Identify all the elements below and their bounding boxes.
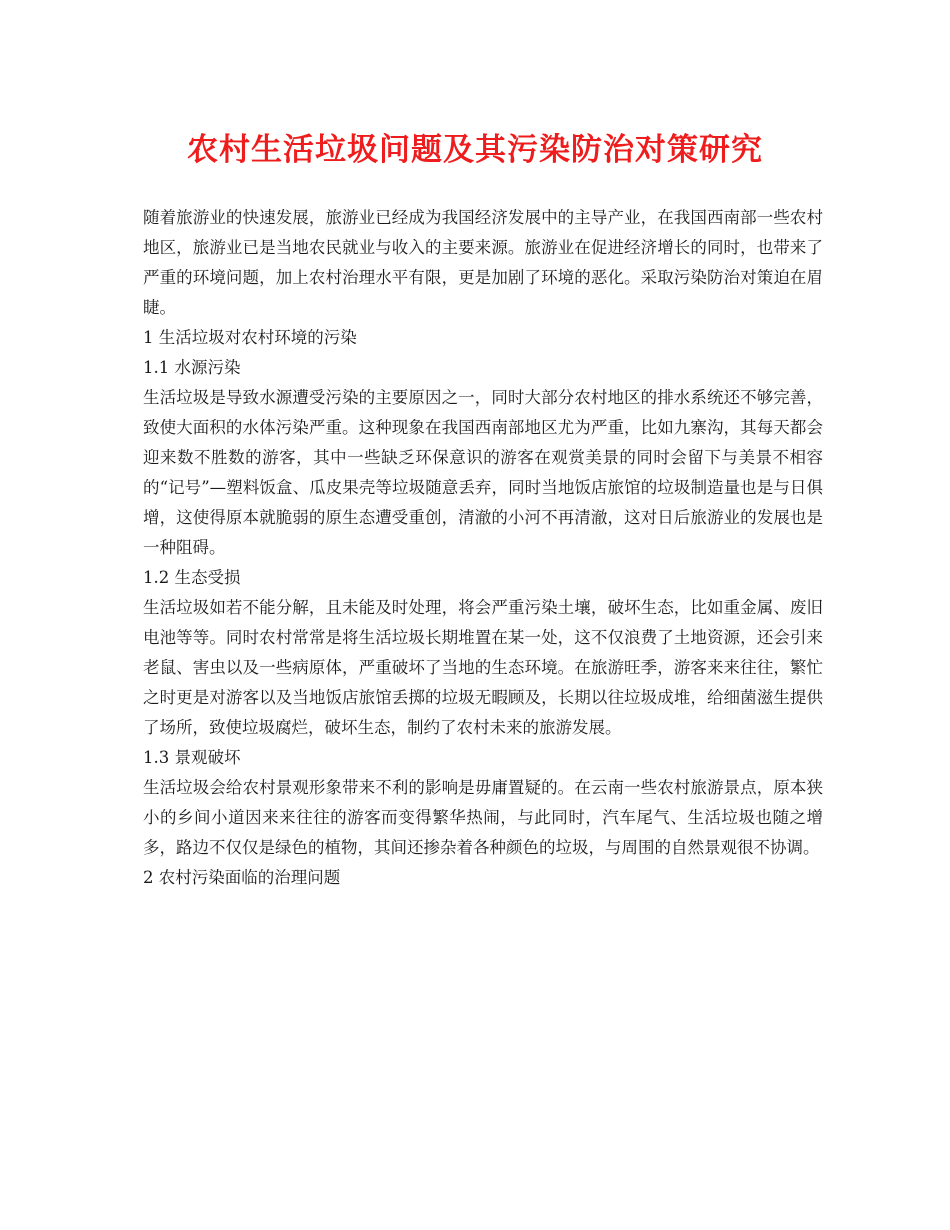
document-title: 农村生活垃圾问题及其污染防治对策研究 [187, 132, 763, 168]
section-heading-1: 1 生活垃圾对农村环境的污染 [143, 328, 357, 347]
paragraph-ecology-damage: 生活垃圾如若不能分解，且未能及时处理，将会严重污染土壤，破坏生态，比如重金属、废旧电池等等。同时农村常常是将生活垃圾长期堆置在某一处，这不仅浪费了土地资源，还会引来老鼠、害虫以及一些病原体，严重破坏了当地的生态环境。在旅游旺季，游客来来往往，繁忙之时更是对游客以及当地饭店旅馆丢掷的垃圾无暇顾及，长期以往垃圾成堆，给细菌滋生提供了场所，致使垃圾腐烂，破坏生态，制约了农村未来的旅游发展。 [143, 598, 823, 737]
section-heading-1-2: 1.2 生态受损 [143, 568, 241, 587]
section-heading-2: 2 农村污染面临的治理问题 [143, 868, 341, 887]
section-heading-1-1: 1.1 水源污染 [143, 358, 241, 377]
paragraph-water-pollution: 生活垃圾是导致水源遭受污染的主要原因之一，同时大部分农村地区的排水系统还不够完善，致使大面积的水体污染严重。这种现象在我国西南部地区尤为严重，比如九寨沟，其每天都会迎来数不胜数的游客，其中一些缺乏环保意识的游客在观赏美景的同时会留下与美景不相容的“记号”—塑料饭盒、瓜皮果壳等垃圾随意丢弃，同时当地饭店旅馆的垃圾制造量也是与日俱增，这使得原本就脆弱的原生态遭受重创，清澈的小河不再清澈，这对日后旅游业的发展也是一种阻碍。 [143, 388, 823, 557]
document-body [143, 203, 823, 893]
paragraph-landscape-damage: 生活垃圾会给农村景观形象带来不利的影响是毋庸置疑的。在云南一些农村旅游景点，原本狭小的乡间小道因来来往往的游客而变得繁华热闹，与此同时，汽车尾气、生活垃圾也随之增多，路边不仅仅是绿色的植物，其间还掺杂着各种颜色的垃圾，与周围的自然景观很不协调。 [143, 778, 823, 857]
paragraph-intro: 随着旅游业的快速发展，旅游业已经成为我国经济发展中的主导产业，在我国西南部一些农村地区，旅游业已是当地农民就业与收入的主要来源。旅游业在促进经济增长的同时，也带来了严重的环境问题，加上农村治理水平有限，更是加剧了环境的恶化。采取污染防治对策迫在眉睫。 [143, 208, 823, 317]
section-heading-1-3: 1.3 景观破坏 [143, 748, 241, 767]
